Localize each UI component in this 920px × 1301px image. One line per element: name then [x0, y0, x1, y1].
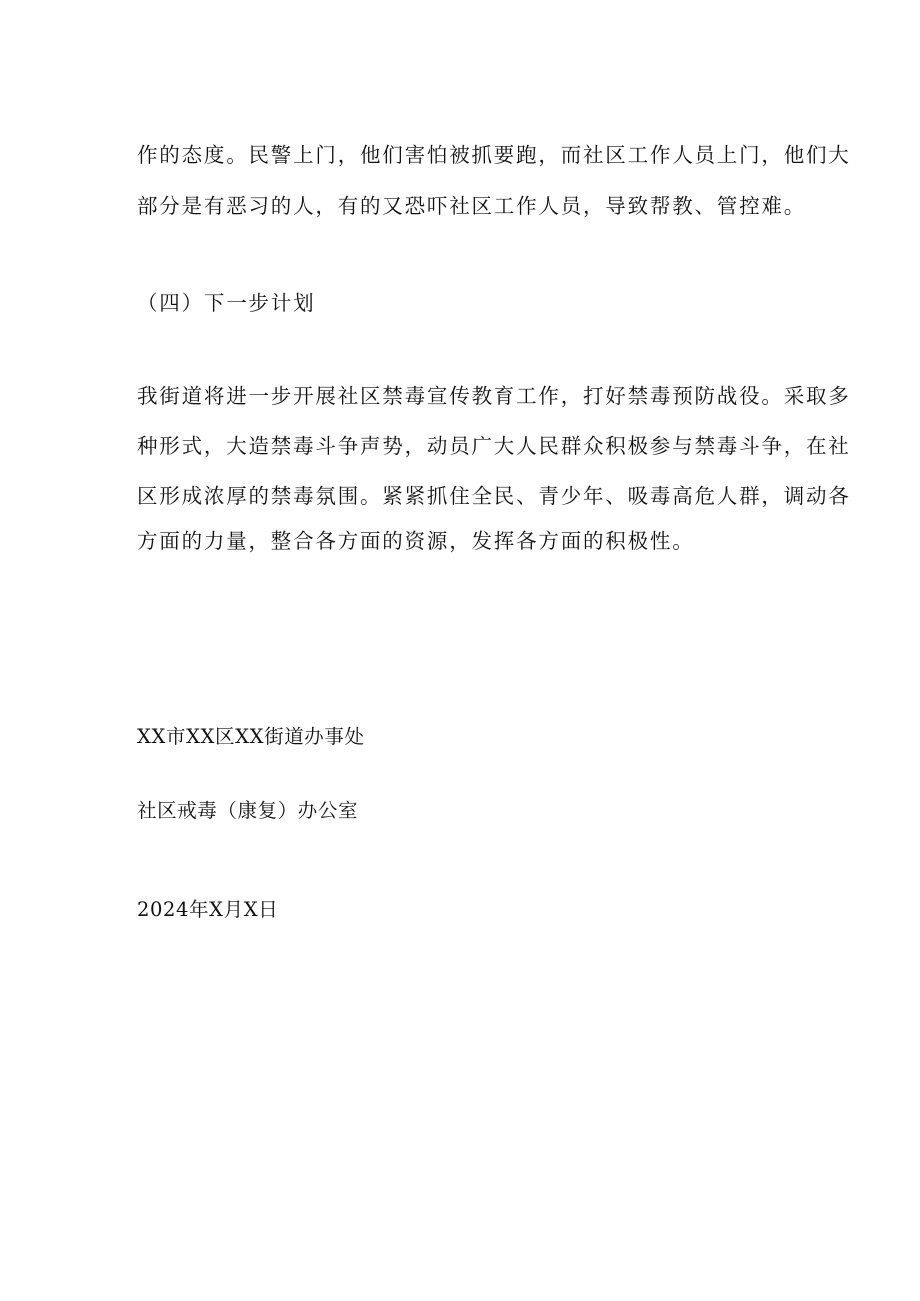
paragraph-line: 区形成浓厚的禁毒氛围。紧紧抓住全民、青少年、吸毒高危人群，调动各	[137, 484, 851, 508]
signature-date: 2024年X月X日	[137, 898, 279, 921]
signature-department: 社区戒毒（康复）办公室	[137, 799, 359, 822]
section-heading: （四）下一步计划	[137, 291, 316, 315]
paragraph-line: 方面的力量，整合各方面的资源，发挥各方面的积极性。	[137, 529, 695, 553]
signature-organization: XX市XX区XX街道办事处	[137, 725, 365, 748]
paragraph-line: 我街道将进一步开展社区禁毒宣传教育工作，打好禁毒预防战役。采取多	[137, 384, 851, 408]
paragraph-line: 部分是有恶习的人，有的又恐吓社区工作人员，导致帮教、管控难。	[137, 194, 806, 218]
paragraph-line: 作的态度。民警上门，他们害怕被抓要跑，而社区工作人员上门，他们大	[137, 143, 851, 167]
paragraph-line: 种形式，大造禁毒斗争声势，动员广大人民群众积极参与禁毒斗争，在社	[137, 434, 851, 458]
